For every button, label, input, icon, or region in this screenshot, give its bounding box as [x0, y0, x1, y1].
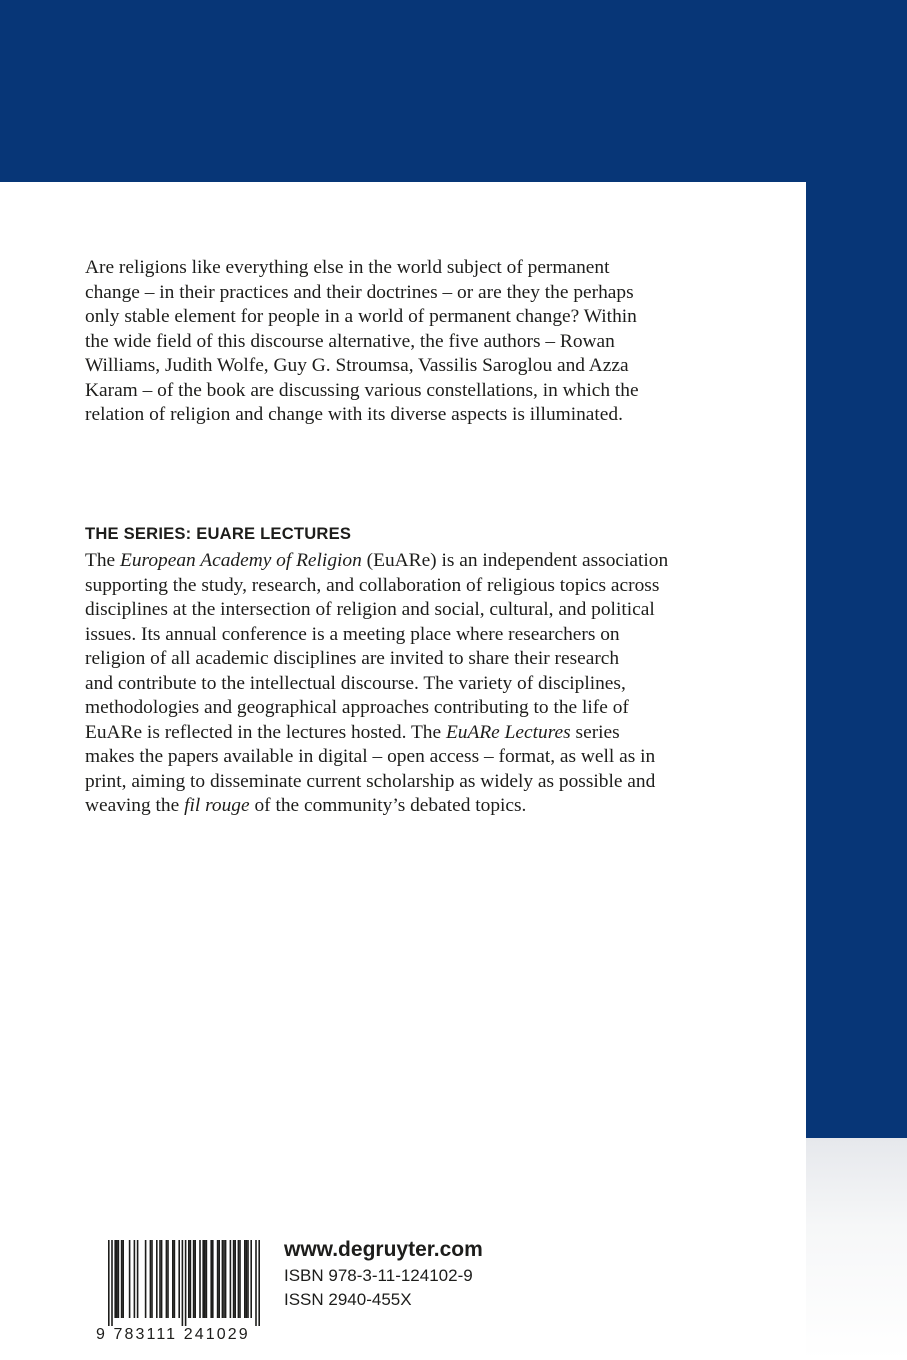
barcode-bar — [204, 1240, 206, 1318]
italic-run: EuARe Lectures — [445, 721, 571, 743]
barcode-bar — [190, 1240, 192, 1318]
italic-run: fil rouge — [184, 795, 250, 816]
series-line: supporting the study, research, and collaboration of religious topics across — [85, 574, 660, 596]
barcode-bar — [111, 1240, 113, 1326]
barcode-bar — [212, 1240, 214, 1318]
barcode-bar — [238, 1240, 240, 1318]
barcode-bar — [166, 1240, 168, 1318]
top-color-band — [0, 0, 907, 182]
text-run: (EuARe) is an independent association — [361, 550, 669, 571]
series-line: disciplines at the intersection of religion and social, cultural, and political — [85, 599, 655, 620]
text-run: EuARe is reflected in the lectures hosted. The — [85, 721, 446, 743]
barcode-bar — [244, 1240, 246, 1318]
barcode-bar — [258, 1240, 260, 1326]
issn-number: ISSN 2940-455X — [284, 1290, 412, 1309]
barcode-bar — [137, 1240, 139, 1318]
barcode-bar — [122, 1240, 124, 1318]
series-heading: THE SERIES: EUARE LECTURES — [85, 524, 352, 543]
barcode-bar — [159, 1240, 161, 1318]
series-line: makes the papers available in digital – open access – format, as well as in — [85, 746, 656, 767]
barcode-bar — [151, 1240, 153, 1318]
series-line — [85, 794, 735, 819]
barcode-bar — [218, 1240, 220, 1318]
barcode-bar — [202, 1240, 204, 1318]
barcode-bar — [145, 1240, 147, 1318]
barcode-bar — [150, 1240, 152, 1318]
barcode-bar — [247, 1240, 249, 1318]
series-description — [85, 549, 735, 819]
barcode-bar — [182, 1240, 184, 1326]
barcode-bar — [199, 1240, 201, 1318]
barcode-bar — [223, 1240, 225, 1318]
barcode-bar — [250, 1240, 252, 1318]
barcode-bar — [225, 1240, 227, 1318]
series-line: print, aiming to disseminate current scholarship as widely as possible and — [85, 770, 656, 792]
barcode-bar — [193, 1240, 195, 1318]
text-run: series — [570, 721, 620, 743]
right-color-band — [806, 0, 907, 1138]
barcode-bar — [255, 1240, 257, 1326]
series-line — [85, 721, 735, 746]
barcode-bar — [234, 1240, 236, 1318]
barcode-bar — [156, 1240, 158, 1318]
barcode-bar — [178, 1240, 180, 1318]
right-shadow — [806, 1138, 907, 1360]
barcode-bar — [121, 1240, 123, 1318]
barcode-bar — [114, 1240, 116, 1318]
series-line — [85, 549, 735, 574]
barcode-bar — [188, 1240, 190, 1318]
series-line: religion of all academic disciplines are invited to share their research — [85, 648, 620, 669]
text-run: The — [85, 550, 120, 571]
isbn-number: ISBN 978-3-11-124102-9 — [284, 1266, 473, 1285]
series-line: issues. Its annual conference is a meeting place where researchers on — [85, 623, 620, 645]
barcode-bar — [194, 1240, 196, 1318]
barcode-bar — [161, 1240, 163, 1318]
barcode-digits: 9 783111 241029 — [96, 1326, 250, 1343]
text-run: of the community’s debated topics. — [249, 795, 527, 816]
barcode-bars — [96, 1240, 264, 1326]
italic-run: European Academy of Religion — [120, 550, 362, 571]
barcode-bar — [230, 1240, 232, 1318]
barcode-bar — [185, 1240, 187, 1326]
barcode-bar — [108, 1240, 110, 1326]
barcode-bar — [167, 1240, 169, 1318]
barcode-bar — [246, 1240, 248, 1318]
barcode-bar — [222, 1240, 224, 1318]
barcode-bar — [129, 1240, 131, 1318]
series-line: and contribute to the intellectual discourse. The variety of disciplines, — [85, 672, 626, 694]
barcode-bar — [233, 1240, 235, 1318]
barcode-bar — [172, 1240, 174, 1318]
publisher-info — [284, 1236, 483, 1312]
barcode-bar — [118, 1240, 120, 1318]
isbn-barcode — [96, 1240, 264, 1355]
barcode-bar — [217, 1240, 219, 1318]
series-line: methodologies and geographical approaches contributing to the life of — [85, 697, 629, 718]
barcode-bar — [174, 1240, 176, 1318]
book-blurb: Are religions like everything else in the world subject of permanent change – in their practices and their doctrines – or are they the perhaps only stable element for people in a world of permanent change? Within the wide field of this discourse alternative, the five authors – Rowan Williams, Judith Wolfe, Guy G. Stroumsa, Vassilis Saroglou and Azza Karam – of the book are discussing various constellations, in which the relation of religion and change with its diverse aspects is illuminated. — [85, 257, 639, 425]
barcode-bar — [116, 1240, 118, 1318]
barcode-bar — [206, 1240, 208, 1318]
publisher-url[interactable]: www.degruyter.com — [284, 1238, 483, 1261]
text-run: weaving the — [85, 795, 185, 816]
barcode-bar — [239, 1240, 241, 1318]
barcode-bar — [134, 1240, 136, 1318]
barcode-bar — [210, 1240, 212, 1318]
